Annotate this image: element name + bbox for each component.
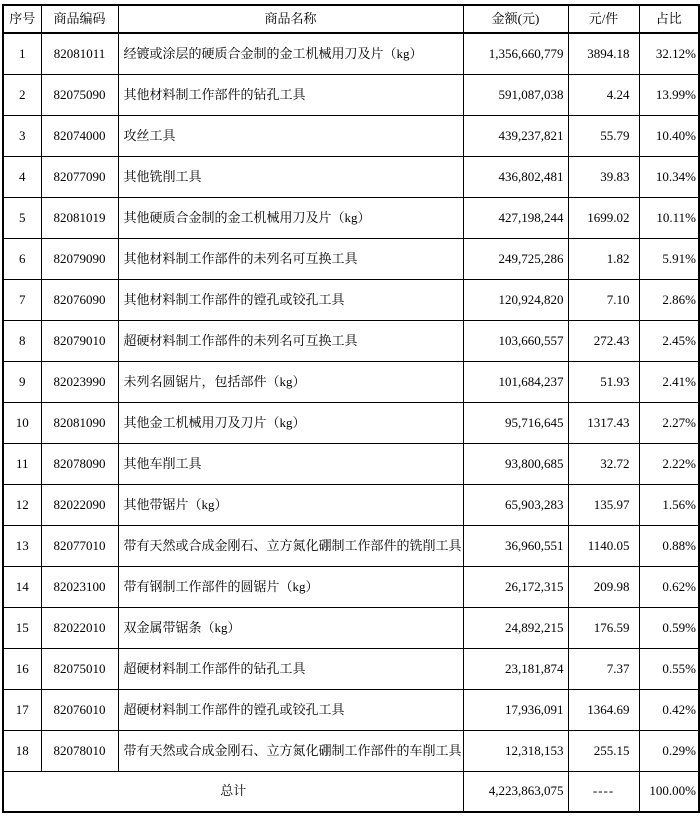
share-value: 0.55% — [639, 648, 699, 689]
commodity-code: 82081019 — [41, 197, 118, 238]
row-index: 7 — [3, 279, 41, 320]
amount-value: 95,716,645 — [463, 402, 568, 443]
unit-price-value: 4.24 — [568, 74, 639, 115]
total-share: 100.00% — [639, 771, 699, 812]
row-index: 3 — [3, 115, 41, 156]
table-row — [3, 566, 699, 607]
table-body — [3, 33, 699, 771]
amount-value: 249,725,286 — [463, 238, 568, 279]
share-value: 5.91% — [639, 238, 699, 279]
row-index: 6 — [3, 238, 41, 279]
col-header-name: 商品名称 — [118, 5, 463, 33]
row-index: 5 — [3, 197, 41, 238]
commodity-name: 未列名圆锯片，包括部件（kg） — [118, 361, 463, 402]
commodity-code: 82079090 — [41, 238, 118, 279]
total-unit-price: ---- — [568, 771, 639, 812]
unit-price-value: 1699.02 — [568, 197, 639, 238]
unit-price-value: 135.97 — [568, 484, 639, 525]
share-value: 0.88% — [639, 525, 699, 566]
share-value: 1.56% — [639, 484, 699, 525]
commodity-code: 82077090 — [41, 156, 118, 197]
unit-price-value: 51.93 — [568, 361, 639, 402]
amount-value: 436,802,481 — [463, 156, 568, 197]
amount-value: 120,924,820 — [463, 279, 568, 320]
commodity-code: 82022090 — [41, 484, 118, 525]
col-header-share: 占比 — [639, 5, 699, 33]
unit-price-value: 1.82 — [568, 238, 639, 279]
unit-price-value: 7.10 — [568, 279, 639, 320]
unit-price-value: 32.72 — [568, 443, 639, 484]
table-row — [3, 74, 699, 115]
table-row — [3, 238, 699, 279]
commodity-code: 82081090 — [41, 402, 118, 443]
amount-value: 17,936,091 — [463, 689, 568, 730]
share-value: 0.62% — [639, 566, 699, 607]
row-index: 17 — [3, 689, 41, 730]
table-header — [3, 5, 699, 33]
table-row — [3, 156, 699, 197]
row-index: 14 — [3, 566, 41, 607]
row-index: 2 — [3, 74, 41, 115]
share-value: 13.99% — [639, 74, 699, 115]
amount-value: 23,181,874 — [463, 648, 568, 689]
unit-price-value: 1364.69 — [568, 689, 639, 730]
amount-value: 591,087,038 — [463, 74, 568, 115]
table-row — [3, 525, 699, 566]
commodity-code: 82081011 — [41, 33, 118, 74]
unit-price-value: 272.43 — [568, 320, 639, 361]
table-row — [3, 648, 699, 689]
unit-price-value: 39.83 — [568, 156, 639, 197]
col-header-unit-price: 元/件 — [568, 5, 639, 33]
commodity-name: 带有天然或合成金刚石、立方氮化硼制工作部件的铣削工具 — [118, 525, 463, 566]
share-value: 10.34% — [639, 156, 699, 197]
amount-value: 12,318,153 — [463, 730, 568, 771]
row-index: 18 — [3, 730, 41, 771]
commodity-name: 带有天然或合成金刚石、立方氮化硼制工作部件的车削工具 — [118, 730, 463, 771]
commodity-code: 82077010 — [41, 525, 118, 566]
commodity-name: 攻丝工具 — [118, 115, 463, 156]
amount-value: 439,237,821 — [463, 115, 568, 156]
amount-value: 65,903,283 — [463, 484, 568, 525]
total-row — [3, 771, 699, 812]
amount-value: 24,892,215 — [463, 607, 568, 648]
amount-value: 103,660,557 — [463, 320, 568, 361]
commodity-name: 其他带锯片（kg） — [118, 484, 463, 525]
commodity-code: 82078090 — [41, 443, 118, 484]
commodity-name: 带有钢制工作部件的圆锯片（kg） — [118, 566, 463, 607]
commodity-name: 超硬材料制工作部件的钻孔工具 — [118, 648, 463, 689]
table-footer — [3, 771, 699, 812]
table-row — [3, 443, 699, 484]
commodity-name: 其他材料制工作部件的钻孔工具 — [118, 74, 463, 115]
table-row — [3, 115, 699, 156]
amount-value: 26,172,315 — [463, 566, 568, 607]
unit-price-value: 55.79 — [568, 115, 639, 156]
row-index: 1 — [3, 33, 41, 74]
commodity-name: 超硬材料制工作部件的镗孔或铰孔工具 — [118, 689, 463, 730]
amount-value: 36,960,551 — [463, 525, 568, 566]
commodity-name: 其他材料制工作部件的镗孔或铰孔工具 — [118, 279, 463, 320]
commodity-code: 82075090 — [41, 74, 118, 115]
share-value: 2.27% — [639, 402, 699, 443]
amount-value: 427,198,244 — [463, 197, 568, 238]
unit-price-value: 1317.43 — [568, 402, 639, 443]
unit-price-value: 3894.18 — [568, 33, 639, 74]
row-index: 11 — [3, 443, 41, 484]
commodity-code: 82076090 — [41, 279, 118, 320]
table-row — [3, 279, 699, 320]
commodity-name: 超硬材料制工作部件的未列名可互换工具 — [118, 320, 463, 361]
commodity-name: 其他车削工具 — [118, 443, 463, 484]
total-label: 总计 — [3, 771, 463, 812]
commodity-name: 其他硬质合金制的金工机械用刀及片（kg） — [118, 197, 463, 238]
row-index: 8 — [3, 320, 41, 361]
share-value: 32.12% — [639, 33, 699, 74]
col-header-amount: 金额(元) — [463, 5, 568, 33]
table-row — [3, 320, 699, 361]
row-index: 16 — [3, 648, 41, 689]
commodity-code: 82023100 — [41, 566, 118, 607]
share-value: 2.45% — [639, 320, 699, 361]
commodity-code: 82074000 — [41, 115, 118, 156]
commodity-code: 82023990 — [41, 361, 118, 402]
commodity-code: 82075010 — [41, 648, 118, 689]
table-row — [3, 402, 699, 443]
commodity-name: 经镀或涂层的硬质合金制的金工机械用刀及片（kg） — [118, 33, 463, 74]
table-row — [3, 689, 699, 730]
row-index: 15 — [3, 607, 41, 648]
total-amount: 4,223,863,075 — [463, 771, 568, 812]
commodity-table — [2, 4, 700, 813]
commodity-code: 82076010 — [41, 689, 118, 730]
commodity-name: 双金属带锯条（kg） — [118, 607, 463, 648]
row-index: 4 — [3, 156, 41, 197]
share-value: 10.40% — [639, 115, 699, 156]
share-value: 2.22% — [639, 443, 699, 484]
share-value: 2.41% — [639, 361, 699, 402]
commodity-name: 其他铣削工具 — [118, 156, 463, 197]
table-row — [3, 730, 699, 771]
commodity-code: 82022010 — [41, 607, 118, 648]
unit-price-value: 255.15 — [568, 730, 639, 771]
share-value: 10.11% — [639, 197, 699, 238]
row-index: 12 — [3, 484, 41, 525]
row-index: 9 — [3, 361, 41, 402]
row-index: 13 — [3, 525, 41, 566]
unit-price-value: 176.59 — [568, 607, 639, 648]
row-index: 10 — [3, 402, 41, 443]
table-row — [3, 361, 699, 402]
amount-value: 93,800,685 — [463, 443, 568, 484]
unit-price-value: 1140.05 — [568, 525, 639, 566]
commodity-name: 其他金工机械用刀及刀片（kg） — [118, 402, 463, 443]
table-row — [3, 197, 699, 238]
share-value: 0.42% — [639, 689, 699, 730]
table-row — [3, 607, 699, 648]
share-value: 0.29% — [639, 730, 699, 771]
unit-price-value: 7.37 — [568, 648, 639, 689]
table-row — [3, 484, 699, 525]
share-value: 2.86% — [639, 279, 699, 320]
col-header-index: 序号 — [3, 5, 41, 33]
commodity-code: 82079010 — [41, 320, 118, 361]
amount-value: 101,684,237 — [463, 361, 568, 402]
commodity-code: 82078010 — [41, 730, 118, 771]
commodity-name: 其他材料制工作部件的未列名可互换工具 — [118, 238, 463, 279]
header-row — [3, 5, 699, 33]
table-row — [3, 33, 699, 74]
unit-price-value: 209.98 — [568, 566, 639, 607]
share-value: 0.59% — [639, 607, 699, 648]
amount-value: 1,356,660,779 — [463, 33, 568, 74]
col-header-code: 商品编码 — [41, 5, 118, 33]
